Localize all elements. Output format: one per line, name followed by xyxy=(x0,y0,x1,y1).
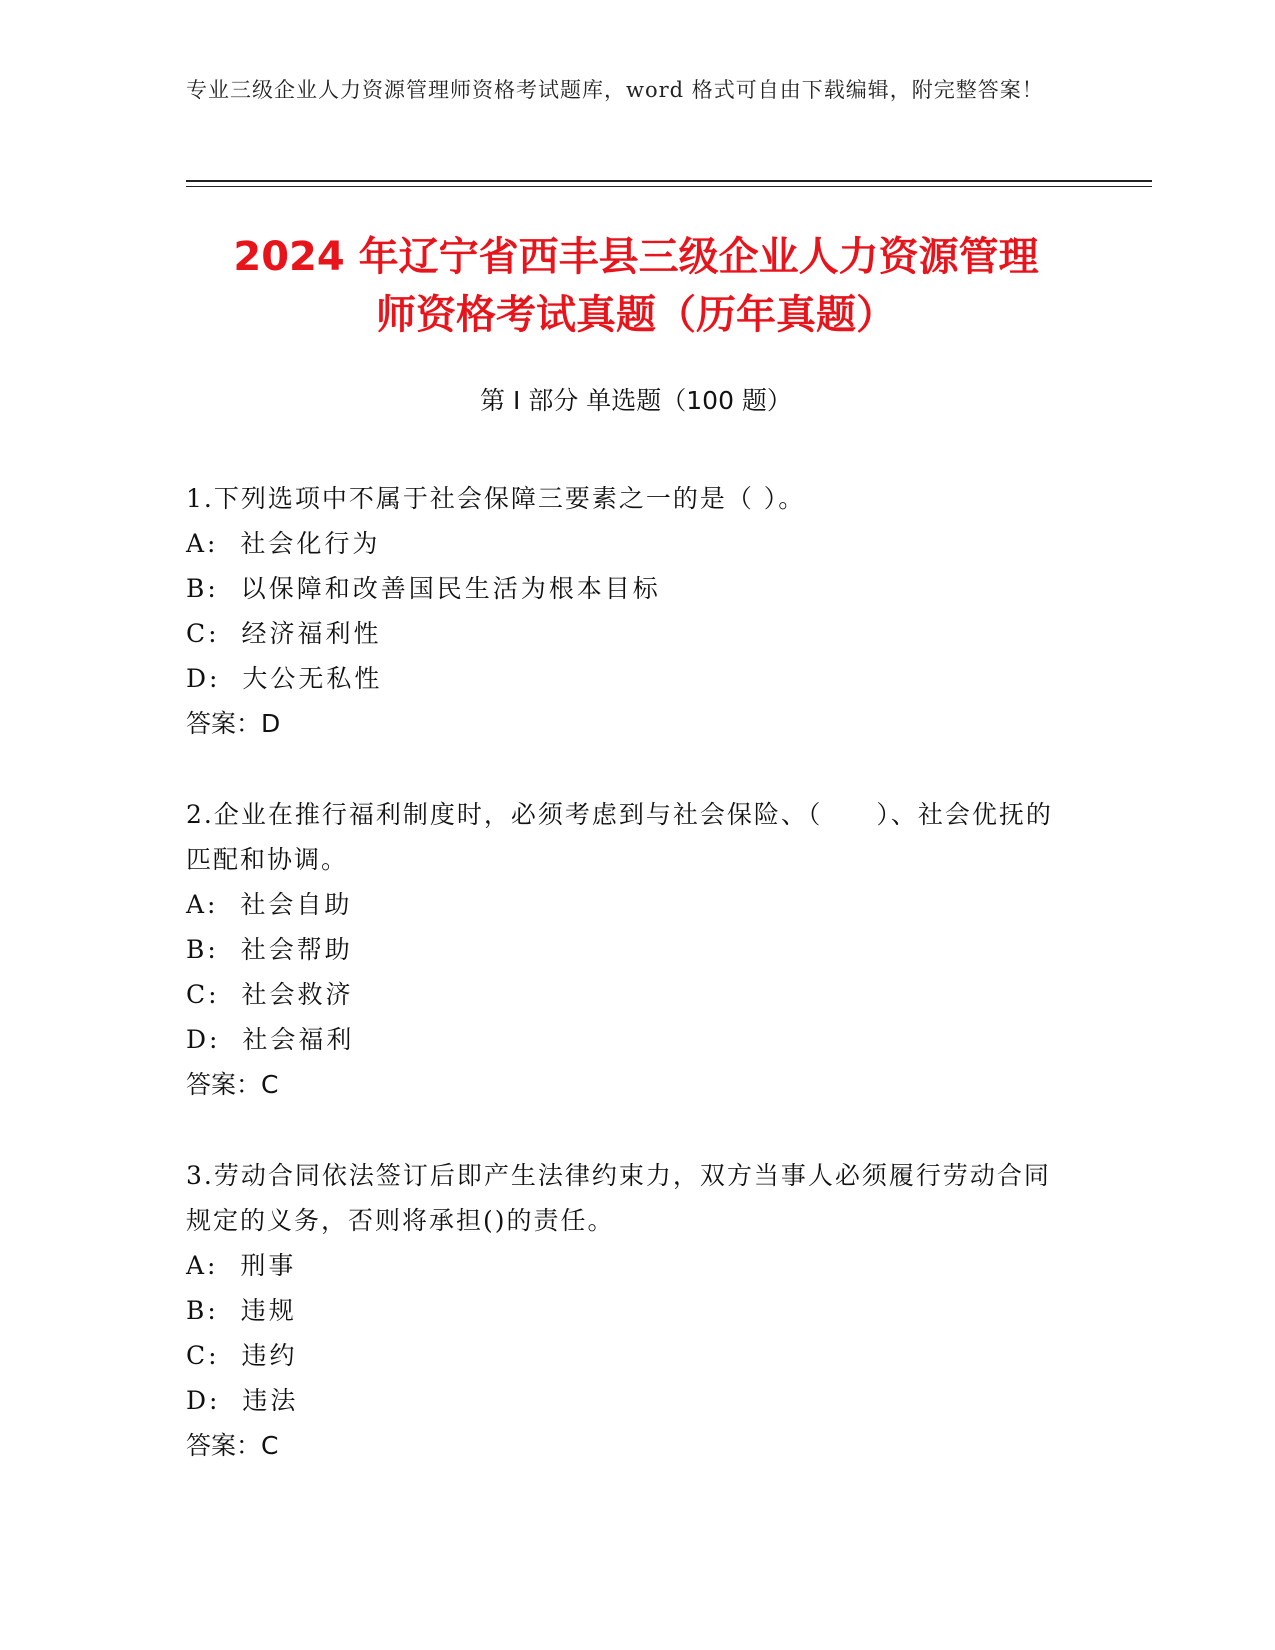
option-a: A: 社会化行为 xyxy=(186,529,381,558)
option-a: A: 社会自助 xyxy=(186,890,353,919)
option-d: D: 违法 xyxy=(186,1386,299,1415)
document-title xyxy=(186,228,1086,344)
option-c: C: 违约 xyxy=(186,1341,298,1370)
answer: 答案：C xyxy=(186,1070,279,1099)
option-b: B: 社会帮助 xyxy=(186,935,353,964)
header-note: 专业三级企业人力资源管理师资格考试题库，word 格式可自由下载编辑，附完整答案！ xyxy=(186,78,1044,102)
header-divider-thick xyxy=(186,180,1152,182)
question-stem: 1.下列选项中不属于社会保障三要素之一的是（ ）。 xyxy=(186,484,806,513)
question-1 xyxy=(186,476,1056,746)
question-stem: 3.劳动合同依法签订后即产生法律约束力，双方当事人必须履行劳动合同规定的义务，否则将承担()的责任。 xyxy=(186,1161,1051,1235)
option-c: C: 社会救济 xyxy=(186,980,354,1009)
option-d: D: 社会福利 xyxy=(186,1025,355,1054)
option-c: C: 经济福利性 xyxy=(186,619,382,648)
header-divider-thin xyxy=(186,186,1152,187)
section-title: 第 I 部分 单选题（100 题） xyxy=(480,386,792,415)
option-b: B: 以保障和改善国民生活为根本目标 xyxy=(186,574,661,603)
document-title-line-1: 2024 年辽宁省西丰县三级企业人力资源管理 xyxy=(233,234,1039,280)
question-stem: 2.企业在推行福利制度时，必须考虑到与社会保险、（ ）、社会优抚的匹配和协调。 xyxy=(186,800,1053,874)
question-2 xyxy=(186,792,1056,1107)
question-list xyxy=(186,476,1056,1514)
answer: 答案：D xyxy=(186,709,281,738)
answer: 答案：C xyxy=(186,1431,279,1460)
option-a: A: 刑事 xyxy=(186,1251,297,1280)
option-d: D: 大公无私性 xyxy=(186,664,383,693)
question-3 xyxy=(186,1153,1056,1468)
option-b: B: 违规 xyxy=(186,1296,297,1325)
document-title-line-2: 师资格考试真题（历年真题） xyxy=(376,292,896,338)
